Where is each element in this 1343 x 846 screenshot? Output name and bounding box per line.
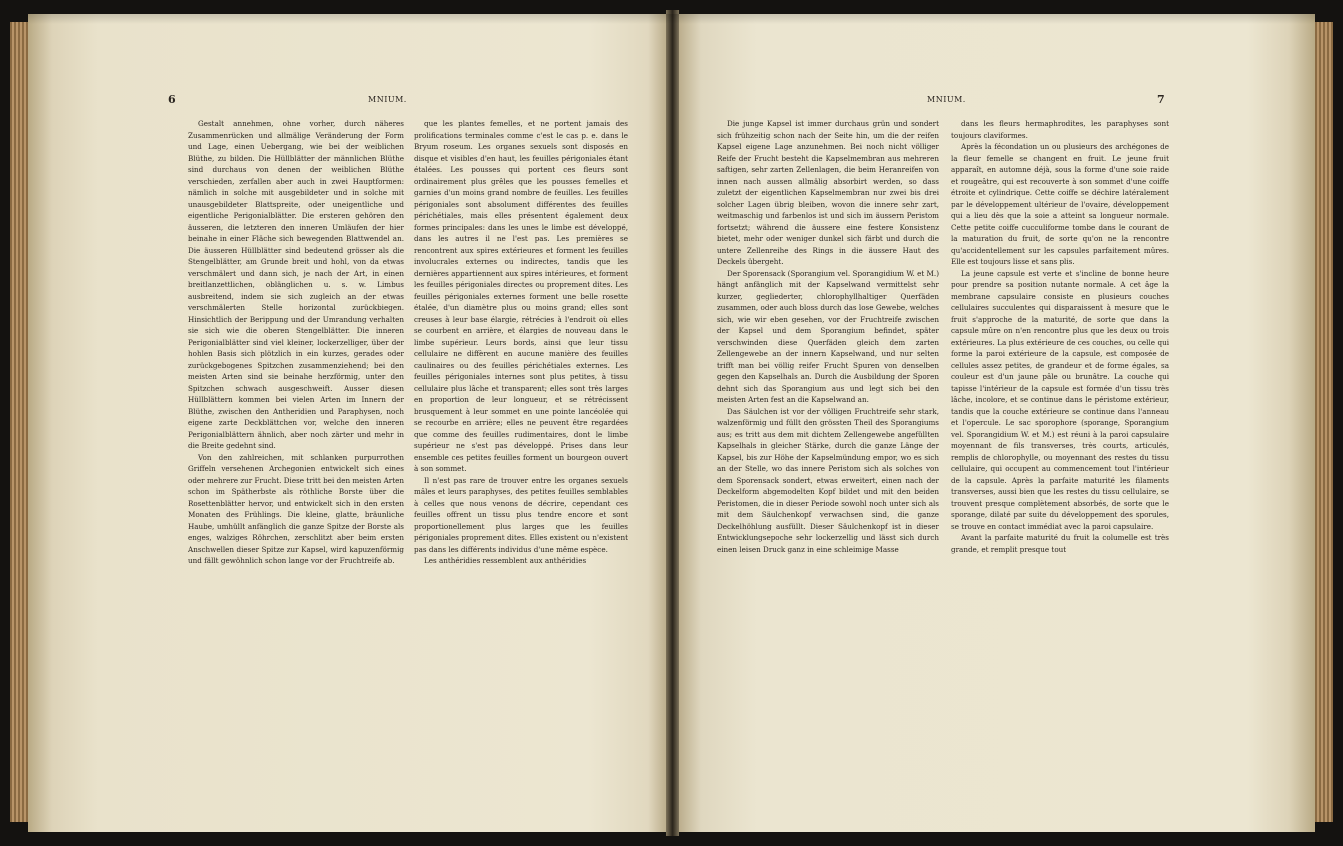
right-page-number: 7 (1157, 93, 1166, 106)
right-page-header (677, 95, 1315, 109)
paragraph: Der Sporensack (Sporangium vel. Sporangidium W. et M.) hängt anfänglich mit der Kapselwand vermittelst sehr kurzer, gegliederter, chlorophyllhaltiger Querfäden zusammen, oder auch bloss durch das lose Gewebe, welches sich, wie wir eben gesehen, vor der Fruchtreife zwischen der Kapsel und dem Sporangium befindet, später verschwinden diese Querfäden gleich dem zarten Zellengewebe an der innern Kapselwand, und nur selten trifft man bei völlig reifer Frucht Spuren von denselben gegen den Kapselhals an. Durch die Ausbildung der Sporen dehnt sich das Sporangium aus und legt sich bei den meisten Arten fest an die Kapselwand an. (717, 268, 939, 404)
left-column-german (188, 118, 404, 698)
right-running-head: MNIUM. (927, 95, 966, 104)
paragraph: que les plantes femelles, et ne portent jamais des prolifications terminales comme c'est le cas p. e. dans le Bryum roseum. Les organes sexuels sont disposés en disque et visibles d'en haut, les feuilles périgoniales étant étalées. Les pousses qui portent ces fleurs sont ordinairement plus grêles que les pousses femelles et garnies d'un moins grand nombre de feuilles. Les feuilles périgoniales sont absolument différentes des feuilles périchétiales, mais elles présentent également deux formes principales: dans les unes le limbe est développé, dans les autres il ne l'est pas. Les premières se rencontrent aux spires extérieures et forment les feuilles involucrales externes ou indirectes, tandis que les dernières appartiennent aux spires intérieures, et forment les feuilles périgoniales directes ou proprement dites. Les feuilles périgoniales externes forment une belle rosette étalée, d'un diamètre plus ou moins grand; elles sont creuses à leur base élargie, rétrécies à l'endroit où elles se courbent en arrière, et élargies de nouveau dans le limbe supérieur. Leurs bords, ainsi que leur tissu cellulaire ne diffèrent en aucune manière des feuilles caulinaires ou des feuilles périchétiales externes. Les feuilles périgoniales internes sont plus petites, à tissu cellulaire plus lâche et transparent; elles sont très larges en proportion de leur longueur, et se rétrécissent brusquement à leur sommet en une pointe lancéolée qui se recourbe en arrière; elles ne peuvent être regardées que comme des feuilles rudimentaires, dont le limbe supérieur ne s'est pas développé. Prises dans leur ensemble ces petites feuilles forment un bourgeon ouvert à son sommet. (414, 119, 628, 473)
book-gutter (666, 10, 679, 836)
paragraph: Il n'est pas rare de trouver entre les organes sexuels mâles et leurs paraphyses, des petites feuilles semblables à celles que nous venons de décrire, cependant ces feuilles offrent un tissu plus tendre encore et sont proportionellement plus larges que les feuilles périgoniales proprement dites. Elles existent ou n'existent pas dans les différents individus d'une même espèce. (414, 475, 628, 554)
left-column-french (414, 118, 628, 698)
left-page-header (28, 95, 668, 109)
paragraph: Gestalt annehmen, ohne vorher, durch näheres Zusammenrücken und allmälige Veränderung der Form und Lage, einen Uebergang, wie bei der weiblichen Blüthe, zu bilden. Die Hüllblätter der männlichen Blüthe sind durchaus von denen der weiblichen Blüthe verschieden, zerfallen aber auch in zwei Hauptformen: nämlich in solche mit ausgebildeter und in solche mit unausgebildeter Blattspreite, oder uneigentliche und eigentliche Perigonialblätter. Die ersteren gehören den äusseren, die letzteren den inneren Umläufen der hier beinahe in einer Fläche sich bewegenden Blattwendel an. Die äusseren Hüllblätter sind bedeutend grösser als die Stengelblätter, am Grunde breit und hohl, von da etwas verschmälert und dann sich, je nach der Art, in einen breitlanzettlichen, oblänglichen u. s. w. Limbus ausbreitend, indem sie sich zugleich an der etwas verschmälerten Stelle horizontal zurückbiegen. Hinsichtlich der Berippung und der Umrandung verhalten sie sich wie die oberen Stengelblätter. Die inneren Perigonialblätter sind viel kleiner, lockerzelliger, über der hohlen Basis sich plötzlich in ein kurzes, gerades oder zurückgebogenes Spitzchen zusammenziehend; bei den meisten Arten sind sie beinahe herzförmig, unter den Spitzchen schwach ausgeschweift. Ausser diesen Hüllblättern kommen bei vielen Arten im Innern der Blüthe, zwischen den Antheridien und Paraphysen, noch eigene zarte Deckblättchen vor, welche den inneren Perigonialblättern ähnlich, aber noch zärter und mehr in die Breite gedehnt sind. (188, 119, 404, 450)
right-page (677, 14, 1315, 832)
paragraph: La jeune capsule est verte et s'incline de bonne heure pour prendre sa position nutante normale. A cet âge la membrane capsulaire consiste en plusieurs couches cellulaires succulentes qui disparaissent à mesure que le fruit s'approche de la maturité, de sorte que dans la capsule mûre on n'en rencontre plus que les deux ou trois extérieures. La plus extérieure de ces couches, ou celle qui forme la paroi extérieure de la capsule, est composée de cellules assez petites, de grandeur et de forme égales, sa couleur est d'un jaune pâle ou brunâtre. La couche qui tapisse l'intérieur de la capsule est formée d'un tissu très lâche, incolore, et se continue dans le péristome extérieur, tandis que la couche extérieure se continue dans l'anneau et l'opercule. Le sac sporophore (sporange, Sporangium vel. Sporangidium W. et M.) est réuni à la paroi capsulaire moyennant de fils transverses, très courts, articulés, remplis de chlorophylle, ou moyennant des restes du tissu cellulaire, qui occupent au commencement tout l'intérieur de la capsule. Après la parfaite maturité les filaments transverses, aussi bien que les restes du tissu cellulaire, se trouvent presque complètement absorbés, de sorte que le sporange, dilaté par suite du développement des sporules, se trouve en contact immédiat avec la paroi capsulaire. (951, 268, 1169, 531)
right-column-german (717, 118, 939, 718)
paragraph: Das Säulchen ist vor der völligen Fruchtreife sehr stark, walzenförmig und füllt den grössten Theil des Sporangiums aus; es tritt aus dem mit dichtem Zellengewebe angefüllten Kapselhals in gleicher Stärke, durch die ganze Länge der Kapsel, bis zur Höhe der Kapselmündung empor, wo es sich an der Stelle, wo das innere Peristom sich als solches von dem Sporensack sondert, etwas erweitert, einen nach der Deckelform abgemodelten Kopf bildet und mit den beiden Peristomen, die in dieser Periode sowohl noch unter sich als mit dem Säulchenkopf verwachsen sind, die ganze Deckelhöhlung ausfüllt. Dieser Säulchenkopf ist in dieser Entwicklungsepoche sehr lockerzellig und lässt sich durch einen leisen Druck ganz in eine schleimige Masse (717, 406, 939, 554)
right-column-french (951, 118, 1169, 718)
paragraph: Après la fécondation un ou plusieurs des archégones de la fleur femelle se changent en fruit. Le jeune fruit apparaît, en automne déjà, sous la forme d'une soie raide et rougeâtre, qui est recouverte à son sommet d'une coiffe étroite et cylindrique. Cette coiffe se déchire latéralement par le développement ultérieur de l'ovaire, développement qui a lieu dès que la soie a atteint sa longueur normale. Cette petite coiffe cucculiforme tombe dans le courant de la maturation du fruit, de sorte qu'on ne la rencontre qu'accidentellement sur les capsules parfaitement mûres. Elle est toujours lisse et sans plis. (951, 142, 1169, 266)
left-running-head: MNIUM. (368, 95, 407, 104)
left-page-edges (10, 22, 30, 822)
paragraph: Die junge Kapsel ist immer durchaus grün und sondert sich frühzeitig schon nach der Seite hin, um die der reifen Kapsel eigene Lage anzunehmen. Bei noch nicht völliger Reife der Frucht besteht die Kapselmembran aus mehreren saftigen, sehr zarten Zellenlagen, die beim Heranreifen von innen nach aussen allmälig absorbirt werden, so dass zuletzt der eigentlichen Kapselmembran nur zwei bis drei solcher Lagen übrig bleiben, wovon die innere sehr zart, weitmaschig und farbenlos ist und sich im äussern Peristom fortsetzt; während die äussere eine festere Konsistenz bietet, mehr oder weniger dunkel sich färbt und durch die untere Zellenreihe des Rings in die äussere Haut des Deckels übergeht. (717, 119, 939, 266)
left-page (28, 14, 668, 832)
paragraph: Les anthéridies ressemblent aux anthéridies (424, 556, 587, 565)
paragraph: Von den zahlreichen, mit schlanken purpurrothen Griffeln versehenen Archegonien entwickelt sich eines oder mehrere zur Frucht. Diese tritt bei den meisten Arten schon im Spätherbste als röthliche Borste über die Rosettenblätter hervor, und entwickelt sich in den ersten Monaten des Frühlings. Die kleine, glatte, bräunliche Haube, umhüllt anfänglich die ganze Spitze der Borste als enges, walziges Röhrchen, zerschlitzt aber beim ersten Anschwellen dieser Spitze zur Kapsel, wird kapuzenförmig und fällt gewöhnlich schon lange vor der Fruchtreife ab. (188, 452, 404, 565)
paragraph: Avant la parfaite maturité du fruit la columelle est très grande, et remplit presque tout (951, 533, 1169, 554)
left-page-number: 6 (168, 93, 177, 106)
right-page-edges (1313, 22, 1333, 822)
paragraph: dans les fleurs hermaphrodites, les paraphyses sont toujours claviformes. (951, 119, 1169, 140)
top-shadow (28, 14, 1315, 24)
